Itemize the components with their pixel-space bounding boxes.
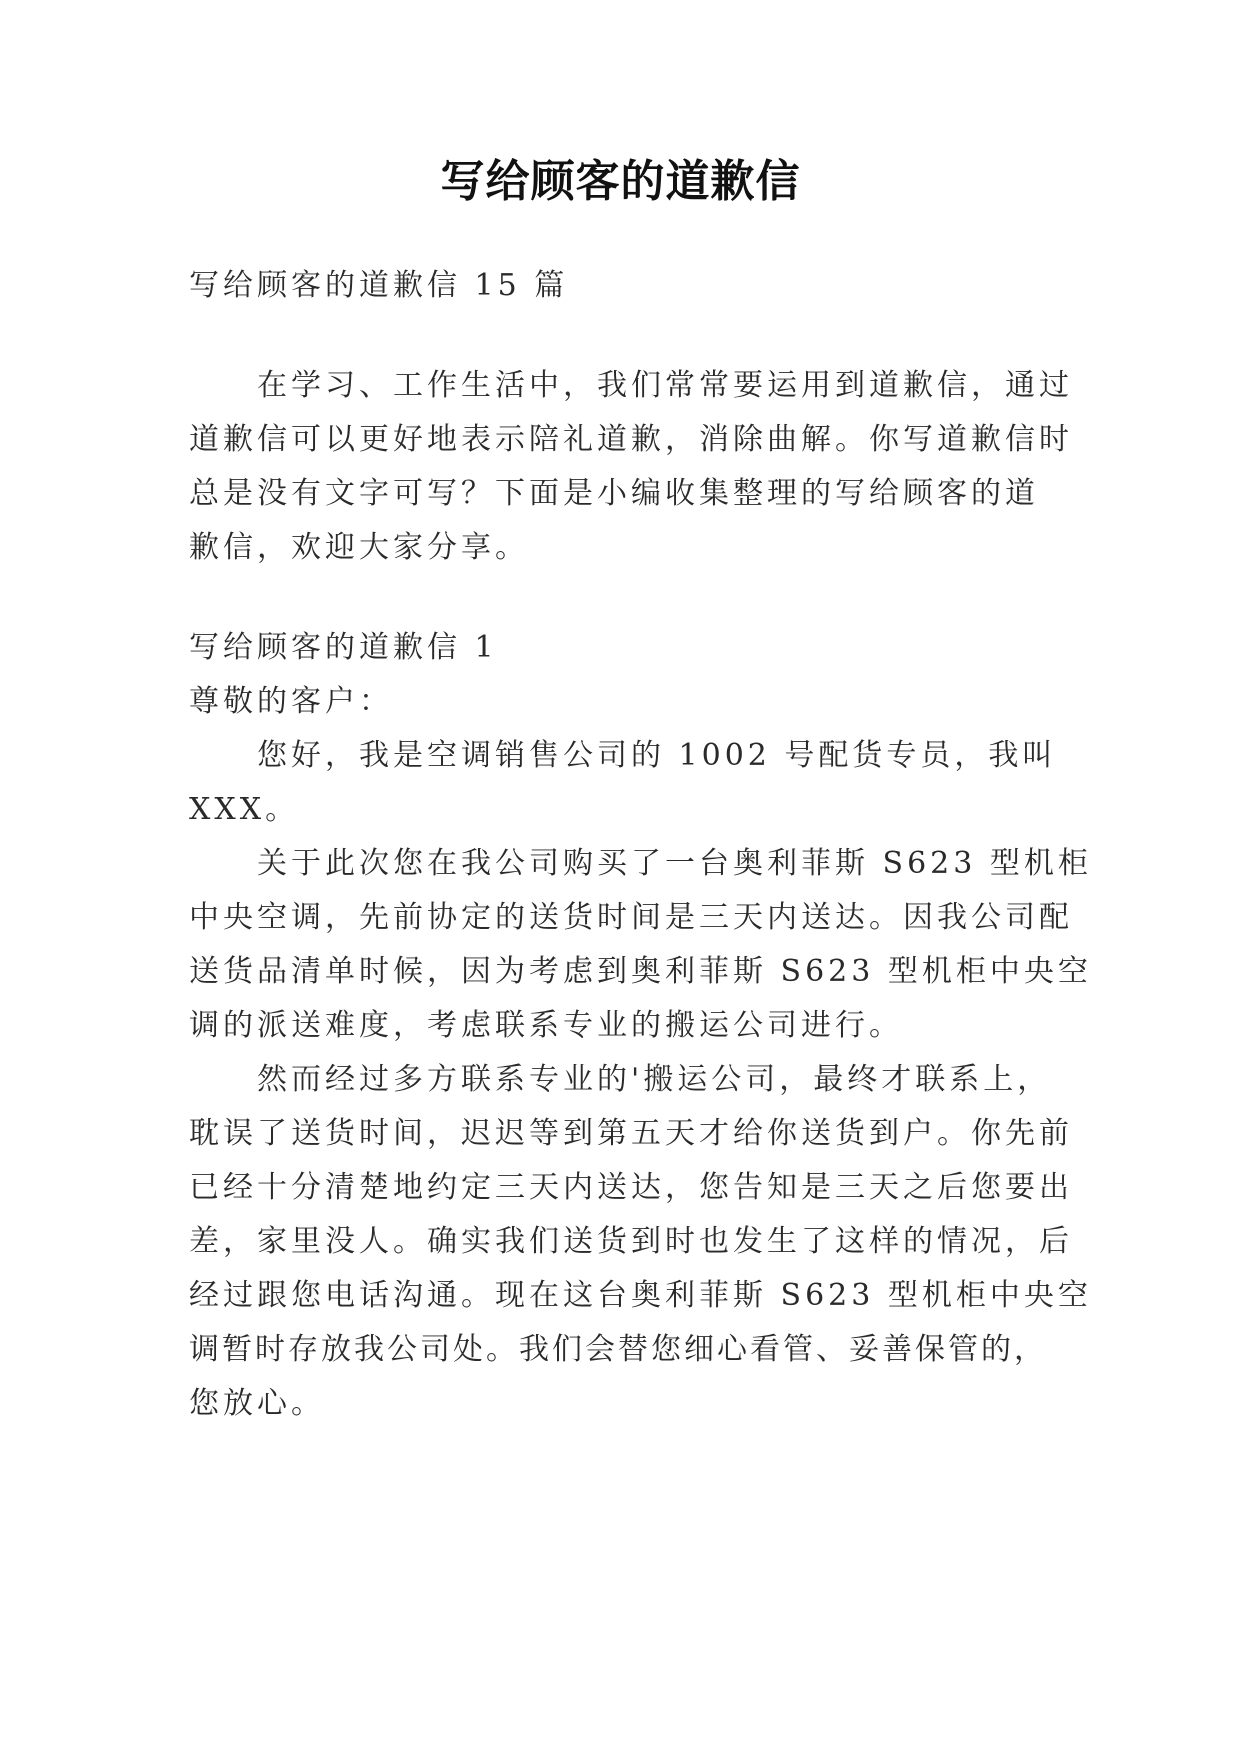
paragraph-line: 耽误了送货时间，迟迟等到第五天才给你送货到户。你先前	[189, 1116, 1073, 1151]
document-subtitle: 写给顾客的道歉信 15 篇	[189, 268, 569, 303]
intro-line: 歉信，欢迎大家分享。	[189, 530, 529, 565]
section-heading: 写给顾客的道歉信 1	[189, 630, 498, 665]
intro-line: 在学习、工作生活中，我们常常要运用到道歉信，通过	[257, 368, 1073, 403]
paragraph-line: 您放心。	[189, 1386, 325, 1421]
paragraph-line: 您好，我是空调销售公司的 1002 号配货专员，我叫	[257, 738, 1057, 773]
paragraph-line: 已经十分清楚地约定三天内送达，您告知是三天之后您要出	[189, 1170, 1073, 1205]
paragraph-line: 送货品清单时候，因为考虑到奥利菲斯 S623 型机柜中央空	[189, 954, 1092, 989]
salutation: 尊敬的客户：	[189, 684, 393, 719]
document-title: 写给顾客的道歉信	[440, 156, 801, 207]
paragraph-line: 中央空调，先前协定的送货时间是三天内送达。因我公司配	[189, 900, 1073, 935]
paragraph-line: XXX。	[189, 792, 300, 827]
paragraph-line: 关于此次您在我公司购买了一台奥利菲斯 S623 型机柜	[257, 846, 1092, 881]
paragraph-line: 然而经过多方联系专业的'搬运公司，最终才联系上，	[257, 1062, 1052, 1097]
paragraph-line: 调的派送难度，考虑联系专业的搬运公司进行。	[189, 1008, 903, 1043]
intro-line: 道歉信可以更好地表示陪礼道歉，消除曲解。你写道歉信时	[189, 422, 1073, 457]
paragraph-line: 经过跟您电话沟通。现在这台奥利菲斯 S623 型机柜中央空	[189, 1278, 1092, 1313]
intro-line: 总是没有文字可写？下面是小编收集整理的写给顾客的道	[189, 476, 1039, 511]
paragraph-line: 差，家里没人。确实我们送货到时也发生了这样的情况，后	[189, 1224, 1073, 1259]
paragraph-line: 调暂时存放我公司处。我们会替您细心看管、妥善保管的，	[189, 1332, 1047, 1367]
